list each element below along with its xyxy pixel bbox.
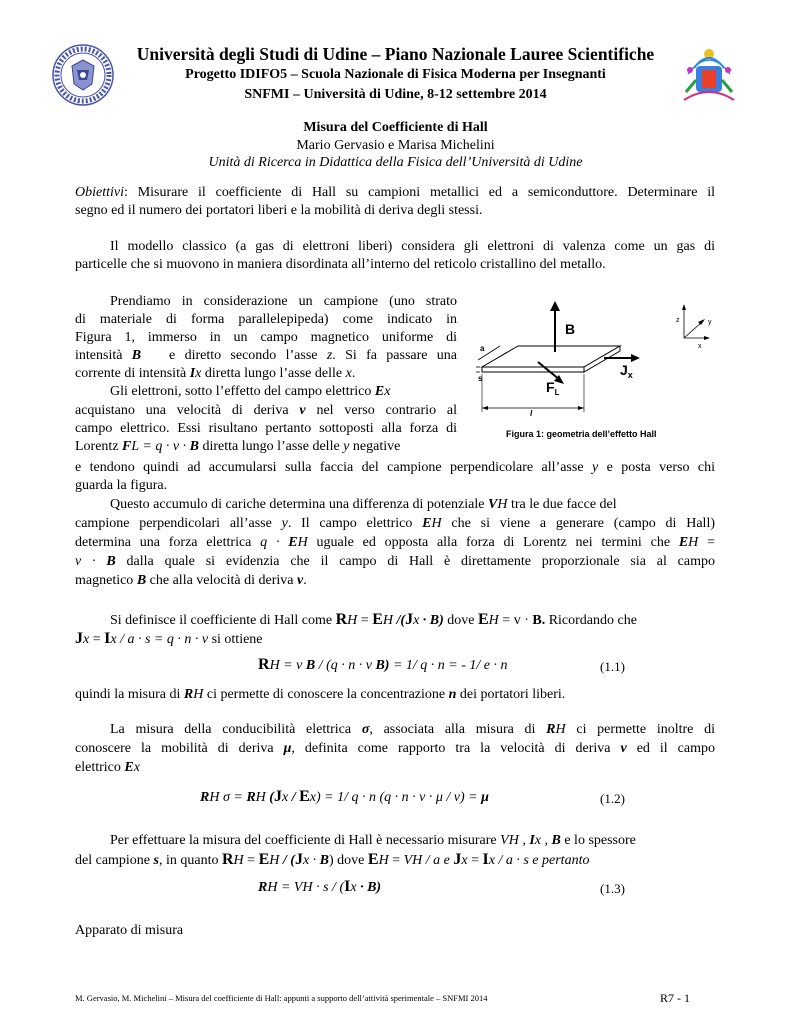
objectives-label: Obiettivi xyxy=(75,185,124,200)
para7-line-3: elettrico Ex xyxy=(75,760,140,775)
event-header: SNFMI – Università di Udine, 8-12 settembre 2014 xyxy=(244,87,547,102)
equation-1-3: RH = VH · s / (Ix · B) xyxy=(258,878,382,895)
objectives-line-1: Obiettivi: Misurare il coefficiente di Hall su campioni metallici ed a semiconduttore. Determinare il xyxy=(75,185,715,200)
svg-text:Jx: $J_x$ xyxy=(620,362,633,380)
para3-line-6: guarda la figura. xyxy=(75,478,168,493)
para5-line-1: Si definisce il coefficiente di Hall come RH = EH /(Jx · B) dove EH = v · B. Ricordando che xyxy=(110,611,637,628)
para3-line-3: campo elettrico. Essi risultano pertanto sottoposti alla forza di xyxy=(75,421,457,436)
para7-line-1: La misura della conducibilità elettrica σ, associata alla misura di RH ci permette inoltre di xyxy=(110,722,716,737)
university-header: Università degli Studi di Udine – Piano Nazionale Lauree Scientifiche xyxy=(136,44,655,64)
hall-effect-figure xyxy=(470,294,720,446)
para8-line-1: Per effettuare la misura del coefficiente di Hall è necessario misurare VH , Ix , B e lo spessore xyxy=(110,833,636,848)
para2-line-3: Figura 1, immerso in un campo magnetico uniforme di xyxy=(75,330,457,345)
svg-text:FL: $F_L$ xyxy=(546,379,560,397)
footer-text: M. Gervasio, M. Michelini – Misura del coefficiente di Hall: appunti a supporto dell’attività sperimentale – SNFMI 2014 xyxy=(75,993,488,1003)
svg-text:x: x xyxy=(698,343,702,350)
para3-line-2: acquistano una velocità di deriva v nel verso contrario al xyxy=(75,403,457,418)
equation-1-1-number: (1.1) xyxy=(600,659,625,674)
equation-1-2-number: (1.2) xyxy=(600,791,625,806)
para2-line-4: intensità B e diretto secondo l’asse z. Si fa passare una xyxy=(75,348,458,363)
para4-line-2: campione perpendicolari all’asse y. Il campo elettrico EH che si viene a generare (campo di Hall) xyxy=(75,516,715,531)
equation-1-1: RH = v B / (q · n · v B) = 1/ q · n = - 1/ e · n xyxy=(258,656,508,673)
para2-line-1: Prendiamo in considerazione un campione (uno strato xyxy=(110,294,457,309)
para2-line-2: di materiale di forma parallelepipeda) come indicato in xyxy=(75,312,457,327)
para3-line-4: Lorentz FL = q · v · B diretta lungo l’asse delle y negative xyxy=(75,439,401,454)
section-heading: Apparato di misura xyxy=(75,923,184,938)
document-title: Misura del Coefficiente di Hall xyxy=(303,120,488,135)
objectives-line-2: segno ed il numero dei portatori liberi e la mobilità di deriva degli stessi. xyxy=(75,203,483,218)
figure-caption: Figura 1: geometria dell’effetto Hall xyxy=(506,429,657,439)
para6: quindi la misura di RH ci permette di conoscere la concentrazione n dei portatori liberi. xyxy=(75,687,566,702)
svg-text:l: l xyxy=(530,409,533,418)
equation-1-2: RH σ = RH (Jx / Ex) = 1/ q · n (q · n · v · μ / v) = μ xyxy=(200,788,489,805)
para3-line-1: Gli elettroni, sotto l’effetto del campo elettrico Ex xyxy=(110,384,391,399)
svg-text:y: y xyxy=(708,319,712,326)
para4-line-1: Questo accumulo di cariche determina una differenza di potenziale VH tra le due facce del xyxy=(110,497,617,512)
para4-line-3: determina una forza elettrica q · EH uguale ed opposta alla forza di Lorentz nei termini che EH = xyxy=(75,535,715,550)
para3-line-5: e tendono quindi ad accumularsi sulla faccia del campione perpendicolare all’asse y e posta verso chi xyxy=(75,460,715,475)
snfmi-logo xyxy=(676,40,742,110)
para5-line-2: Jx = Ix / a · s = q · n · v si ottiene xyxy=(75,630,263,647)
affiliation: Unità di Ricerca in Didattica della Fisica dell’Università di Udine xyxy=(208,155,583,170)
para1-line-2: particelle che si muovono in maniera disordinata all’interno del reticolo cristallino del metallo. xyxy=(75,257,606,272)
fig-label-b: B xyxy=(565,321,576,337)
svg-text:s: s xyxy=(478,374,483,383)
svg-text:z: z xyxy=(676,317,680,324)
para4-line-4: v · B dalla quale si evidenzia che il campo di Hall è direttamente proporzionale sia al campo xyxy=(75,554,715,569)
equation-1-3-number: (1.3) xyxy=(600,881,625,896)
para1-line-1: Il modello classico (a gas di elettroni liberi) considera gli elettroni di valenza come un gas di xyxy=(110,239,715,254)
svg-text:a: a xyxy=(480,344,485,353)
university-seal-logo xyxy=(52,44,114,106)
para4-line-5: magnetico B che alla velocità di deriva v. xyxy=(75,573,307,588)
para2-line-5: corrente di intensità Ix diretta lungo l’asse delle x. xyxy=(75,366,356,381)
project-header: Progetto IDIFO5 – Scuola Nazionale di Fisica Moderna per Insegnanti xyxy=(185,67,606,82)
authors: Mario Gervasio e Marisa Michelini xyxy=(296,138,495,153)
para8-line-2: del campione s, in quanto RH = EH / (Jx · B) dove EH = VH / a e Jx = Ix / a · s e pertanto xyxy=(75,851,590,868)
para7-line-2: conoscere la mobilità di deriva μ, definita come rapporto tra la velocità di deriva v ed il campo xyxy=(75,741,715,756)
page-number: R7 - 1 xyxy=(660,991,690,1005)
